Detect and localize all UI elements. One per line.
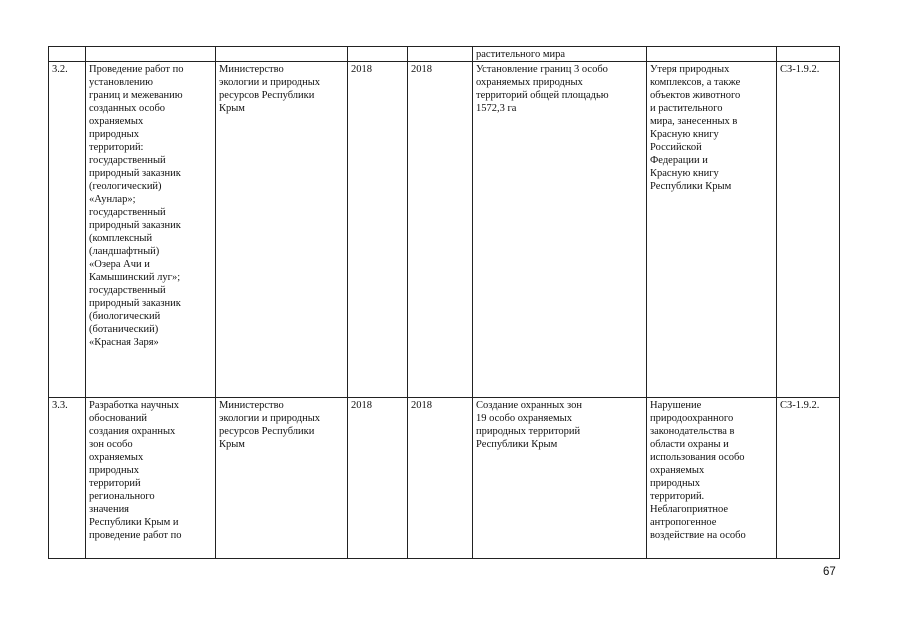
cell-num: 3.3. — [49, 398, 86, 559]
cell-start-year: 2018 — [348, 62, 408, 398]
cell-end-year: 2018 — [408, 62, 473, 398]
cell-link — [777, 47, 840, 62]
cell-num — [49, 47, 86, 62]
cell-end-year — [408, 47, 473, 62]
table-row — [49, 398, 840, 559]
cell-executor: Министерство экологии и природных ресурсов Республики Крым — [216, 62, 348, 398]
cell-end-year: 2018 — [408, 398, 473, 559]
cell-expected-result: Создание охранных зон 19 особо охраняемых природных территорий Республики Крым — [473, 398, 647, 559]
cell-link: СЗ-1.9.2. — [777, 398, 840, 559]
cell-num: 3.2. — [49, 62, 86, 398]
measures-table — [48, 46, 840, 559]
cell-consequences: Утеря природных комплексов, а также объектов животного и растительного мира, занесенных в Красную книгу Российской Федерации и Красную книгу Республики Крым — [647, 62, 777, 398]
table-row — [49, 47, 840, 62]
page-number: 67 — [823, 566, 836, 578]
cell-expected-result: Установление границ 3 особо охраняемых природных территорий общей площадью 1572,3 га — [473, 62, 647, 398]
cell-consequences: Нарушение природоохранного законодательства в области охраны и использования особо охраняемых природных территорий. Неблагоприятное антропогенное воздействие на особо — [647, 398, 777, 559]
table-row — [49, 62, 840, 398]
cell-executor: Министерство экологии и природных ресурсов Республики Крым — [216, 398, 348, 559]
cell-expected-result: растительного мира — [473, 47, 647, 62]
cell-start-year — [348, 47, 408, 62]
cell-consequences — [647, 47, 777, 62]
cell-link: СЗ-1.9.2. — [777, 62, 840, 398]
cell-measure-name: Проведение работ по установлению границ и межеванию созданных особо охраняемых природных территорий: государственный природный заказник (геологический) «Аунлар»; государственный природный заказник (комплексный (ландшафтный) «Озера Ачи и Камышинский луг»; государственный природный заказник (биологический (ботанический) «Красная Заря» — [86, 62, 216, 398]
cell-start-year: 2018 — [348, 398, 408, 559]
cell-executor — [216, 47, 348, 62]
cell-measure-name: Разработка научных обоснований создания охранных зон особо охраняемых природных территорий регионального значения Республики Крым и проведение работ по — [86, 398, 216, 559]
cell-measure-name — [86, 47, 216, 62]
